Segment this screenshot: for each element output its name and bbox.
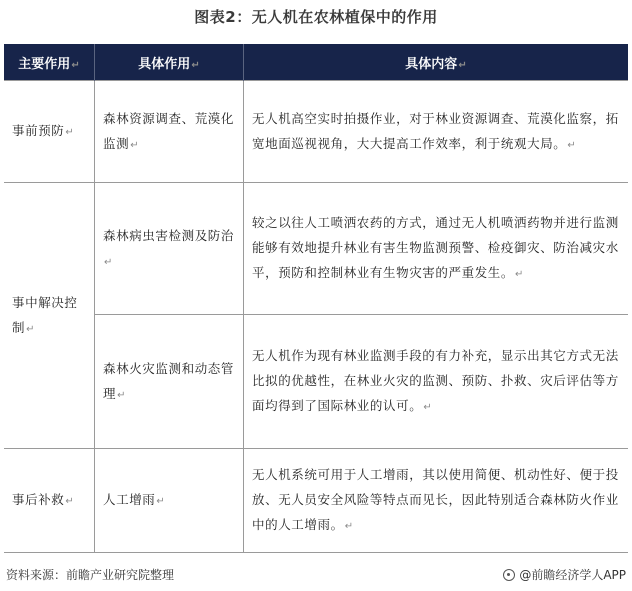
- cell-main-role: 事前预防↵: [4, 81, 95, 183]
- source-note: 资料来源：前瞻产业研究院整理: [6, 568, 175, 582]
- cell-specific-content: 无人机系统可用于人工增雨，其以使用简便、机动性好、便于投放、无人员安全风险等特点而见长，因此特别适合森林防火作业中的人工增雨。↵: [244, 449, 629, 553]
- role-table: [4, 44, 628, 553]
- cell-specific-role: 森林火灾监测和动态管理↵: [95, 315, 244, 449]
- brand-logo-icon: [503, 569, 515, 581]
- table-row: [4, 315, 628, 449]
- brand-label: @前瞻经济学人APP: [519, 568, 626, 582]
- cell-specific-role: 人工增雨↵: [95, 449, 244, 553]
- brand-credit: [503, 566, 626, 583]
- cell-specific-content: 无人机高空实时拍摄作业，对于林业资源调查、荒漠化监察，拓宽地面巡视视角，大大提高工作效率，利于统观大局。↵: [244, 81, 629, 183]
- header-specific-content: 具体内容↵: [244, 44, 629, 81]
- footer: [0, 566, 632, 586]
- header-main-role: 主要作用↵: [4, 44, 95, 81]
- cell-specific-role: 森林资源调查、荒漠化监测↵: [95, 81, 244, 183]
- table-row: [4, 449, 628, 553]
- table-row: [4, 183, 628, 315]
- table-row: [4, 81, 628, 183]
- table-header-row: [4, 44, 628, 81]
- header-specific-role: 具体作用↵: [95, 44, 244, 81]
- cell-specific-content: 较之以往人工喷洒农药的方式，通过无人机喷洒药物并进行监测能够有效地提升林业有害生物监测预警、检疫御灾、防治减灾水平，预防和控制林业有生物灾害的严重发生。↵: [244, 183, 629, 315]
- cell-main-role: 事后补救↵: [4, 449, 95, 553]
- cell-main-role: 事中解决控制↵: [4, 183, 95, 449]
- cell-specific-role: 森林病虫害检测及防治↵: [95, 183, 244, 315]
- figure-title: 图表2：无人机在农林植保中的作用: [194, 8, 438, 26]
- cell-specific-content: 无人机作为现有林业监测手段的有力补充，显示出其它方式无法比拟的优越性，在林业火灾的监测、预防、扑救、灾后评估等方面均得到了国际林业的认可。↵: [244, 315, 629, 449]
